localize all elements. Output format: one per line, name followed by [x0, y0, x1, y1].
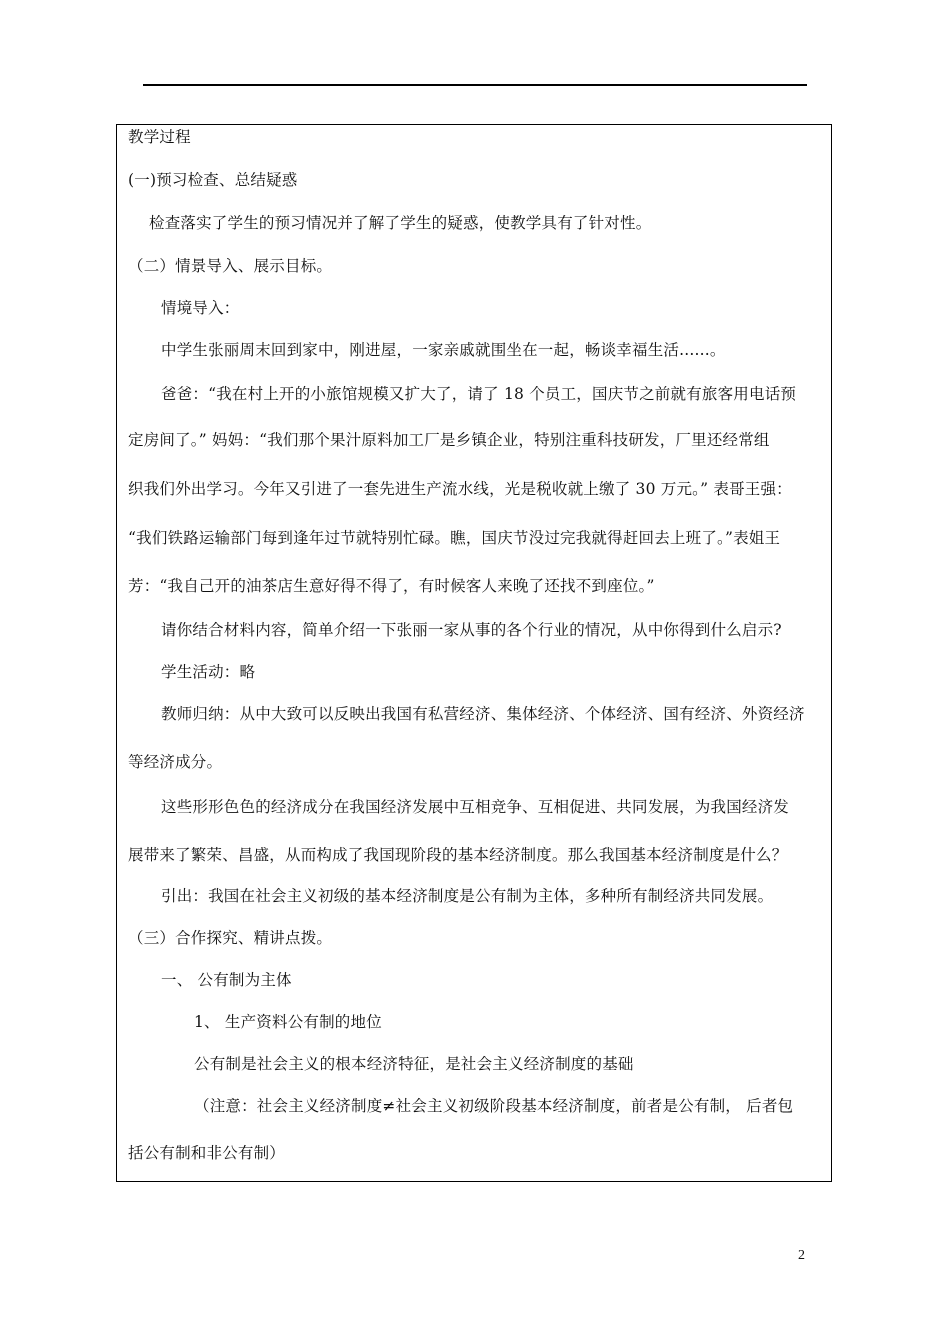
header-rule [143, 84, 807, 86]
paragraph-line: “我们铁路运输部门每到逢年过节就特别忙碌。瞧，国庆节没过完我就得赶回去上班了。”表姐王 [128, 529, 781, 547]
step-two-title: （二）情景导入、展示目标。 [128, 257, 333, 275]
paragraph-line: 这些形形色色的经济成分在我国经济发展中互相竞争、互相促进、共同发展，为我国经济发 [161, 798, 790, 816]
step-three-title: （三）合作探究、精讲点拨。 [128, 929, 333, 947]
paragraph-line: 中学生张丽周末回到家中，刚进屋，一家亲戚就围坐在一起，畅谈幸福生活......。 [161, 341, 726, 359]
paragraph-line: 教师归纳：从中大致可以反映出我国有私营经济、集体经济、个体经济、国有经济、外资经济 [161, 705, 805, 723]
paragraph-line: 展带来了繁荣、昌盛，从而构成了我国现阶段的基本经济制度。那么我国基本经济制度是什么？ [128, 846, 788, 864]
paragraph-line: 情境导入： [161, 299, 240, 317]
subsection-title: 一、 公有制为主体 [161, 971, 292, 989]
paragraph-line: 公有制是社会主义的根本经济特征，是社会主义经济制度的基础 [194, 1055, 634, 1073]
page-number: 2 [798, 1248, 805, 1263]
note-line: （注意：社会主义经济制度≠社会主义初级阶段基本经济制度，前者是公有制， 后者包 [194, 1097, 794, 1115]
paragraph-line: 定房间了。” 妈妈：“我们那个果汁原料加工厂是乡镇企业，特别注重科技研发，厂里还经常组 [128, 431, 770, 449]
subsection-title: 1、 生产资料公有制的地位 [194, 1013, 382, 1031]
paragraph-line: 织我们外出学习。今年又引进了一套先进生产流水线，光是税收就上缴了 30 万元。” 表哥王强： [128, 480, 792, 498]
note-line: 括公有制和非公有制） [128, 1144, 286, 1162]
paragraph-line: 检查落实了学生的预习情况并了解了学生的疑惑，使教学具有了针对性。 [149, 214, 652, 232]
section-heading: 教学过程 [128, 128, 191, 146]
paragraph-line: 引出：我国在社会主义初级的基本经济制度是公有制为主体，多种所有制经济共同发展。 [161, 887, 774, 905]
paragraph-line: 爸爸：“我在村上开的小旅馆规模又扩大了，请了 18 个员工，国庆节之前就有旅客用电话预 [161, 385, 797, 403]
paragraph-line: 请你结合材料内容，简单介绍一下张丽一家从事的各个行业的情况，从中你得到什么启示? [161, 621, 782, 639]
paragraph-line: 等经济成分。 [128, 753, 223, 771]
paragraph-line: 学生活动：略 [161, 663, 256, 681]
step-one-title: (一)预习检查、总结疑惑 [128, 171, 298, 189]
paragraph-line: 芳：“我自己开的油茶店生意好得不得了，有时候客人来晚了还找不到座位。” [128, 577, 655, 595]
